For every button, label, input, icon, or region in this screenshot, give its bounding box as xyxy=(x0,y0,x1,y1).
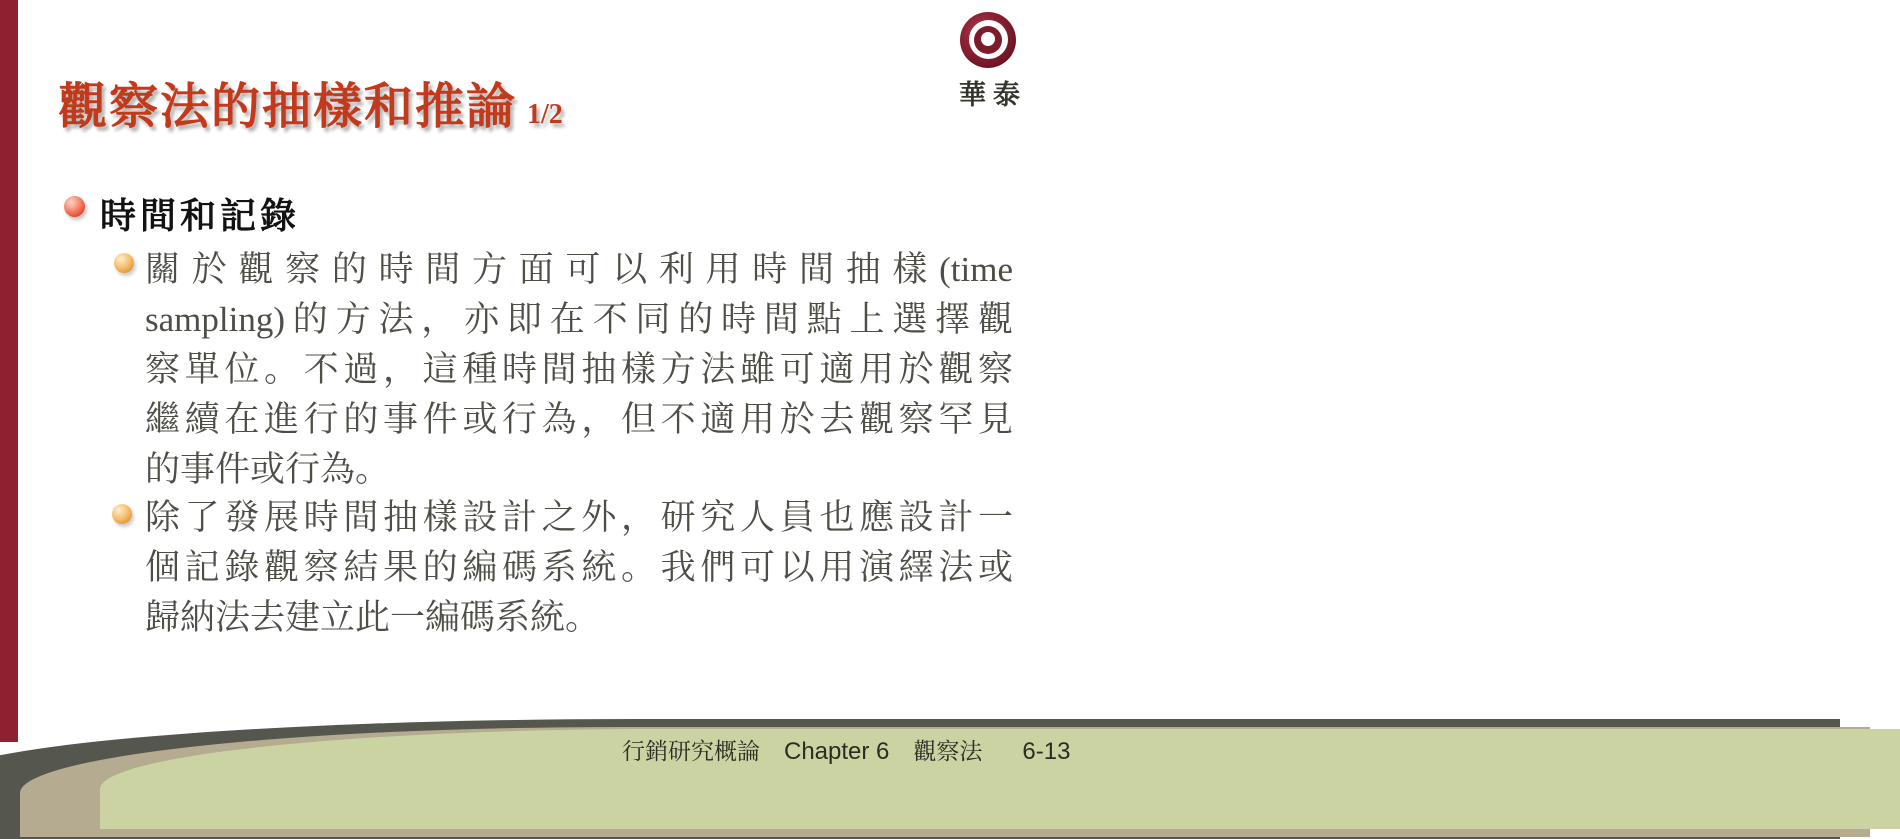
footer xyxy=(622,733,1070,766)
footer-page-number: 6-13 xyxy=(1022,738,1071,765)
publisher-name: 華泰 xyxy=(959,80,1027,110)
level2-bullet-icon xyxy=(114,253,134,273)
slide-title-page-marker: 1/2 xyxy=(527,99,563,130)
section-heading: 時間和記錄 xyxy=(100,196,301,236)
paragraph-line: 除了發展時間抽樣設計之外，研究人員也應設計一 xyxy=(145,498,1013,537)
paragraph-line: 的事件或行為。 xyxy=(145,450,391,489)
spiral-ring-white xyxy=(969,20,1008,59)
left-accent-bar xyxy=(0,0,18,742)
footer-chapter-label: Chapter 6 xyxy=(784,738,890,765)
spiral-center-hole xyxy=(981,32,995,46)
level1-bullet-icon xyxy=(64,196,85,217)
footer-section-label: 觀察法 xyxy=(913,739,983,764)
footer-course-title: 行銷研究概論 xyxy=(622,739,760,764)
paragraph-line: 歸納法去建立此一編碼系統。 xyxy=(145,598,601,637)
bullet-paragraph-time-sampling xyxy=(145,245,1013,495)
slide-title xyxy=(58,68,563,138)
slide-title-text: 觀察法的抽樣和推論 xyxy=(58,79,518,134)
paragraph-line: 個記錄觀察結果的編碼系統。我們可以用演繹法或 xyxy=(145,548,1013,587)
bullet-paragraph-coding-system xyxy=(145,493,1013,643)
paragraph-line: 察單位。不過，這種時間抽樣方法雖可適用於觀察 xyxy=(145,350,1013,389)
paragraph-line: 關於觀察的時間方面可以利用時間抽樣(time xyxy=(145,250,1013,289)
publisher-logo xyxy=(952,12,1027,112)
level2-bullet-icon xyxy=(112,504,132,524)
spiral-rings-icon xyxy=(960,12,1016,68)
paragraph-line: 繼續在進行的事件或行為，但不適用於去觀察罕見 xyxy=(145,400,1013,439)
paragraph-line: sampling)的方法，亦即在不同的時間點上選擇觀 xyxy=(145,300,1013,339)
spiral-ring-maroon xyxy=(974,26,1002,54)
